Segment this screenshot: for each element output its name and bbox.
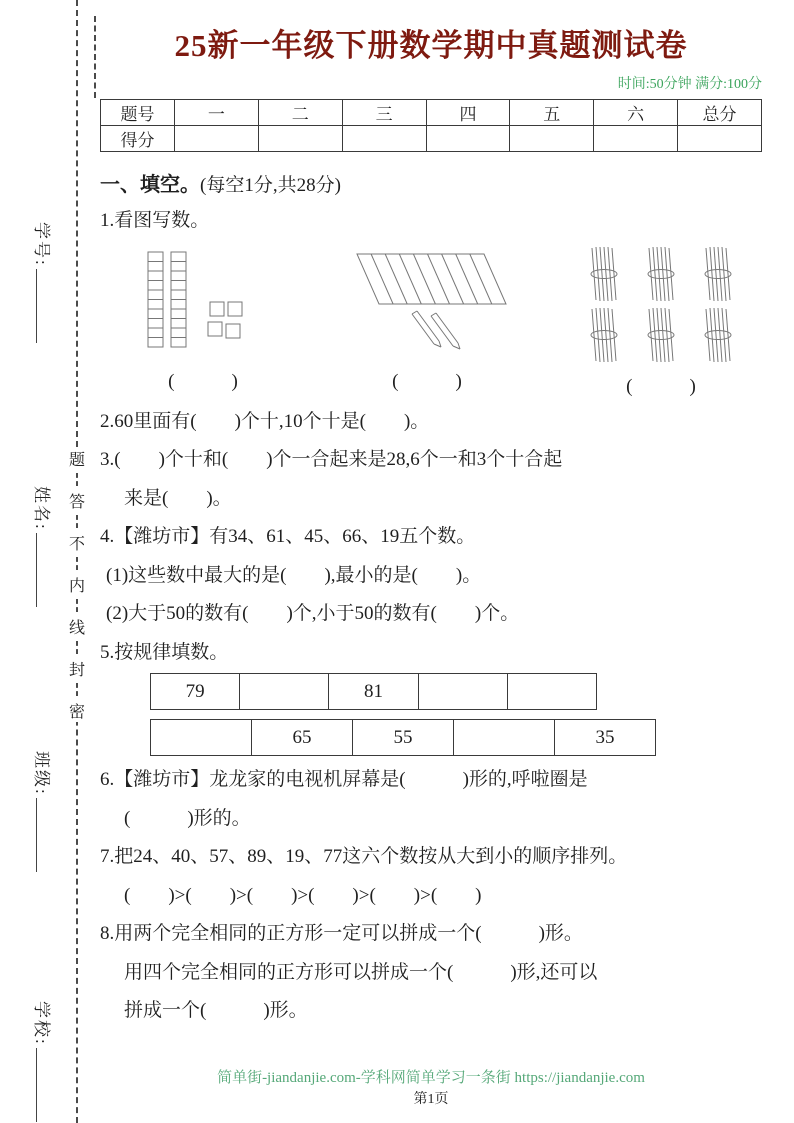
pattern-cell — [418, 674, 507, 710]
seal-dash — [76, 515, 78, 528]
seal-dash — [76, 599, 78, 612]
pattern-cell: 35 — [555, 720, 656, 756]
score-header-cell: 三 — [342, 100, 426, 126]
figure-base-ten-blocks — [118, 242, 288, 398]
question-4-part2: (2)大于50的数有( )个,小于50的数有( )个。 — [106, 603, 520, 624]
question-5-table-1-row — [151, 674, 597, 710]
seal-dash — [76, 557, 78, 570]
question-3-continuation: 来是( )。 — [124, 487, 232, 509]
base-ten-blocks-image — [118, 242, 288, 362]
stick-bundles-image — [566, 242, 756, 367]
question-4-text: 4.【潍坊市】有34、61、45、66、19五个数。 — [100, 526, 476, 547]
seal-dash — [76, 473, 78, 486]
student-id-label-text: 学号: — [32, 222, 51, 267]
page-number: 第1页 — [413, 1092, 449, 1107]
pattern-cell: 55 — [353, 720, 454, 756]
score-table-header-row — [101, 100, 762, 126]
pattern-cell — [151, 720, 252, 756]
score-table — [100, 99, 762, 152]
section-one-note: (每空1分,共28分) — [200, 175, 341, 196]
score-blank-cell — [342, 126, 426, 152]
score-blank-cell — [258, 126, 342, 152]
question-8-text: 8.用两个完全相同的正方形一定可以拼成一个( )形。 — [100, 923, 583, 944]
pattern-cell — [240, 674, 329, 710]
name-label-text: 姓名: — [32, 486, 51, 531]
pattern-cell: 81 — [329, 674, 418, 710]
question-8-line2: 用四个完全相同的正方形可以拼成一个( )形,还可以 — [124, 961, 598, 983]
question-5-table-1 — [150, 673, 597, 710]
seal-dash — [76, 641, 78, 654]
section-one-title: 一、填空。 — [100, 174, 200, 196]
exam-title: 25新一年级下册数学期中真题测试卷 — [174, 28, 688, 63]
seal-dash — [76, 683, 78, 696]
question-6-continuation: ( )形的。 — [124, 807, 251, 829]
school-fill-line — [36, 1048, 53, 1122]
exam-content — [100, 20, 762, 1026]
score-header-cell: 总分 — [678, 100, 762, 126]
question-1-figures — [118, 242, 756, 398]
dashed-line-top-extra — [94, 16, 96, 98]
figure-pencil-bundle — [332, 242, 522, 398]
question-5-text: 5.按规律填数。 — [100, 641, 229, 663]
question-5-table-2-row — [151, 720, 656, 756]
pencil-bundle-image — [332, 242, 522, 362]
score-table-score-row — [101, 126, 762, 152]
site-watermark: 简单街-jiandanjie.com-学科网简单学习一条街 https://jiandanjie.com — [217, 1070, 645, 1086]
class-label — [31, 751, 56, 872]
answer-blank-2: ( ) — [392, 370, 462, 392]
score-header-cell: 二 — [258, 100, 342, 126]
score-label-cell: 得分 — [101, 126, 175, 152]
answer-blank-3: ( ) — [626, 375, 696, 397]
section-one-heading — [100, 168, 762, 197]
score-header-cell: 六 — [594, 100, 678, 126]
answer-blank-1: ( ) — [168, 370, 238, 392]
seal-char: 内 — [68, 578, 85, 595]
seal-char: 不 — [68, 536, 85, 553]
seal-char: 密 — [68, 704, 85, 721]
seal-dashed-line-upper — [76, 0, 78, 447]
name-label — [31, 486, 56, 607]
pattern-cell: 79 — [151, 674, 240, 710]
score-header-cell: 一 — [175, 100, 259, 126]
question-1-text: 1.看图写数。 — [100, 210, 210, 231]
student-id-label — [31, 222, 56, 343]
score-header-cell: 五 — [510, 100, 594, 126]
exam-meta: 时间:50分钟 满分:100分 — [617, 77, 762, 92]
school-label-text: 学校: — [32, 1001, 51, 1046]
question-7-answers: ( )>( )>( )>( )>( )>( ) — [124, 884, 482, 906]
score-blank-cell — [678, 126, 762, 152]
seal-phrase-vertical — [66, 447, 88, 722]
score-header-cell: 题号 — [101, 100, 175, 126]
name-fill-line — [36, 533, 53, 607]
score-blank-cell — [594, 126, 678, 152]
question-3-text: 3.( )个十和( )个一合起来是28,6个一和3个十合起 — [100, 449, 563, 470]
seal-char: 封 — [68, 662, 85, 679]
pattern-cell — [454, 720, 555, 756]
score-blank-cell — [510, 126, 594, 152]
question-2-text: 2.60里面有( )个十,10个十是( )。 — [100, 410, 430, 432]
pattern-cell — [507, 674, 596, 710]
seal-dashed-line-lower — [76, 660, 78, 1123]
school-label — [31, 1001, 56, 1122]
question-6-text: 6.【潍坊市】龙龙家的电视机屏幕是( )形的,呼啦圈是 — [100, 769, 588, 790]
score-blank-cell — [175, 126, 259, 152]
class-label-text: 班级: — [32, 751, 51, 796]
pattern-cell: 65 — [252, 720, 353, 756]
seal-char: 答 — [68, 494, 85, 511]
seal-margin — [0, 0, 99, 1123]
question-7-text: 7.把24、40、57、89、19、77这六个数按从大到小的顺序排列。 — [100, 846, 628, 867]
question-8-line3: 拼成一个( )形。 — [124, 1000, 308, 1021]
seal-char: 题 — [68, 452, 85, 469]
score-blank-cell — [426, 126, 510, 152]
score-header-cell: 四 — [426, 100, 510, 126]
question-5-table-2 — [150, 719, 656, 756]
figure-stick-bundles — [566, 242, 756, 398]
class-fill-line — [36, 798, 53, 872]
seal-char: 线 — [68, 620, 85, 637]
student-id-fill-line — [36, 269, 53, 343]
question-4-part1: (1)这些数中最大的是( ),最小的是( )。 — [106, 564, 482, 586]
